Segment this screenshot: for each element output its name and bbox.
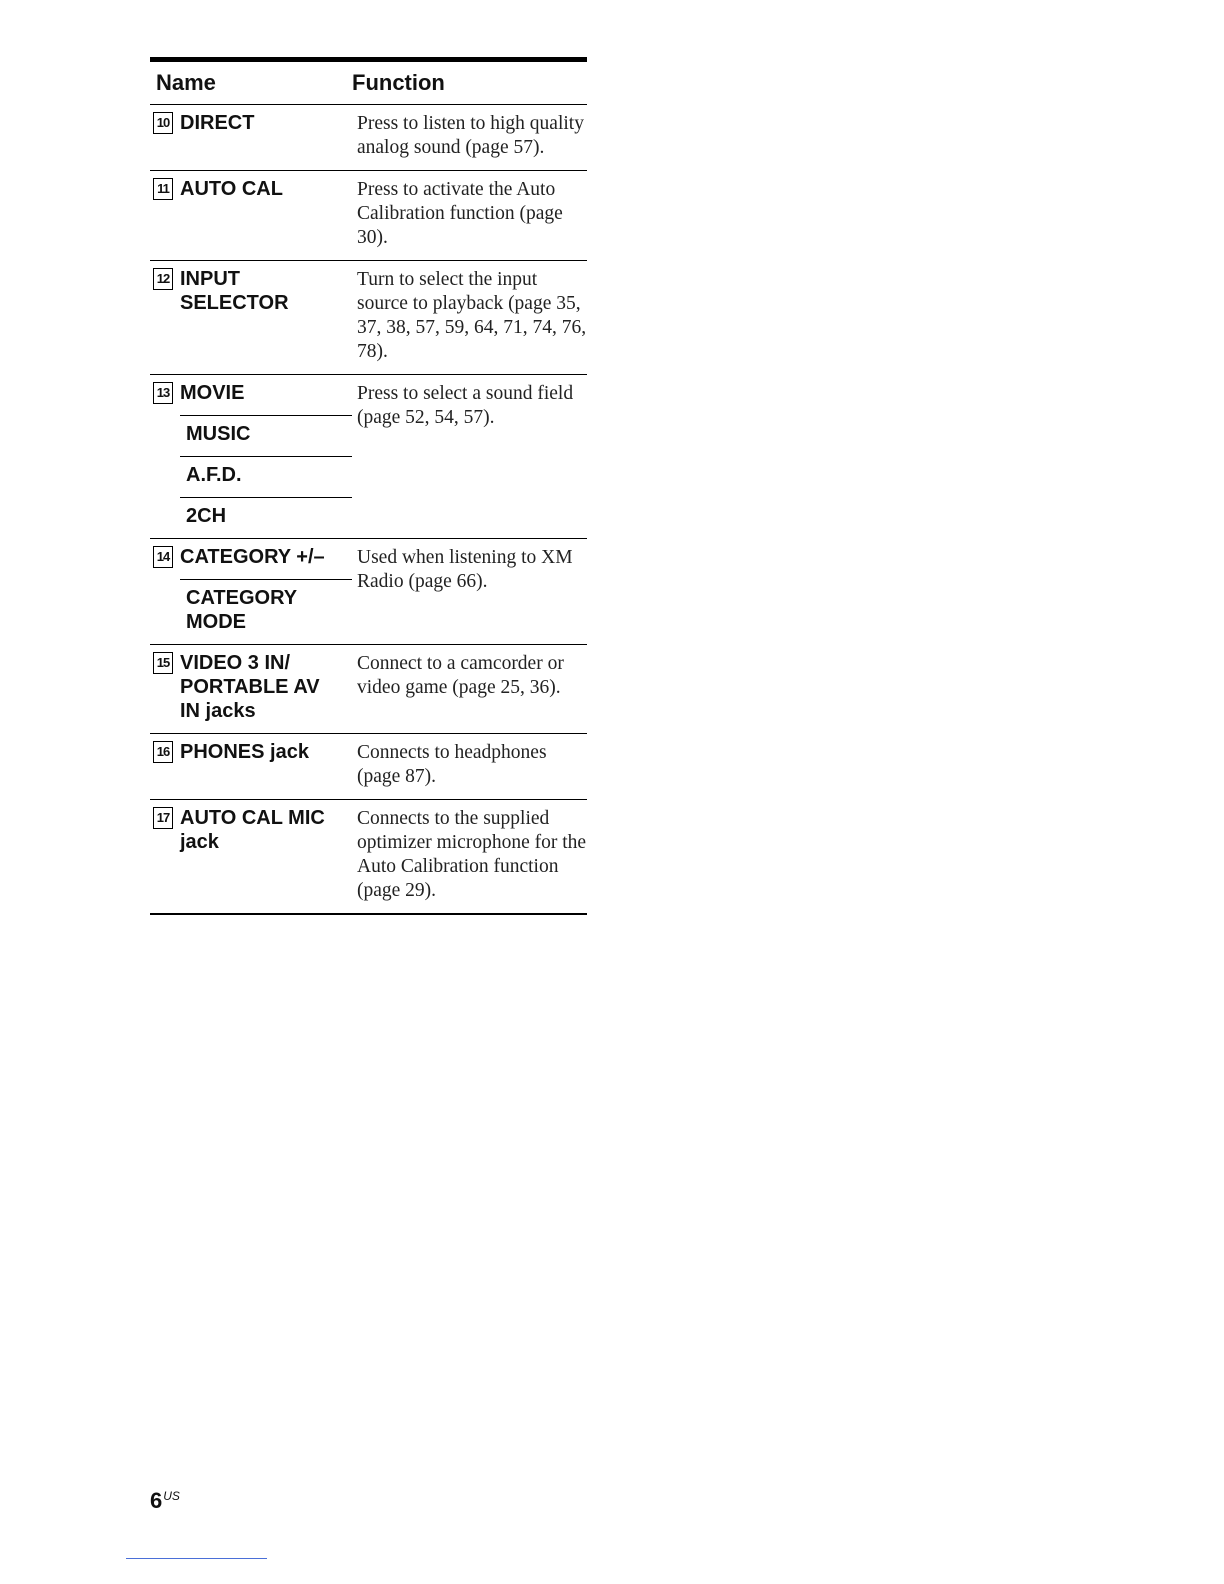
table-row <box>150 375 587 539</box>
table-row <box>150 105 587 171</box>
name-cell <box>150 261 352 374</box>
name-cell <box>150 375 352 538</box>
control-name: 2CH <box>186 505 227 527</box>
name-entry <box>180 415 352 456</box>
name-entry <box>150 171 352 211</box>
name-cell <box>150 539 352 644</box>
item-number-badge: 12 <box>153 268 173 290</box>
item-number-badge: 17 <box>153 807 173 829</box>
page-number <box>150 1488 180 1514</box>
name-entry <box>150 645 352 733</box>
name-cell <box>150 800 352 913</box>
bottom-link-line <box>126 1558 267 1559</box>
control-name: PHONES jack <box>180 741 309 763</box>
name-cell <box>150 171 352 260</box>
function-description: Press to activate the Auto Calibration function (page 30). <box>357 179 563 248</box>
function-description: Connect to a camcorder or video game (page 25, 36). <box>357 653 564 698</box>
table-row <box>150 734 587 800</box>
function-description: Press to listen to high quality analog sound (page 57). <box>357 113 584 158</box>
page-number-suffix: US <box>163 1489 180 1503</box>
name-entry <box>150 261 352 325</box>
item-number-badge: 16 <box>153 741 173 763</box>
page-number-value: 6 <box>150 1488 163 1513</box>
function-description: Connects to the supplied optimizer microphone for the Auto Calibration function (page 29). <box>357 808 587 901</box>
name-entry <box>150 105 352 145</box>
item-number-badge: 14 <box>153 546 173 568</box>
control-name: CATEGORY +/– <box>180 546 325 568</box>
header-function: Function <box>352 70 445 95</box>
name-entry <box>150 800 352 864</box>
name-entry <box>150 375 352 415</box>
header-name: Name <box>156 70 216 95</box>
function-table <box>150 57 587 915</box>
control-name: INPUT SELECTOR <box>180 268 289 314</box>
name-cell <box>150 645 352 733</box>
control-name: AUTO CAL <box>180 178 283 200</box>
name-entry <box>150 734 352 774</box>
name-entry <box>180 579 352 644</box>
table-row <box>150 171 587 261</box>
name-cell <box>150 105 352 170</box>
control-name: MUSIC <box>186 423 251 445</box>
control-name: VIDEO 3 IN/ PORTABLE AV IN jacks <box>180 652 320 722</box>
function-description: Press to select a sound field (page 52, 54, 57). <box>357 383 574 428</box>
item-number-badge: 15 <box>153 652 173 674</box>
function-description: Used when listening to XM Radio (page 66). <box>357 547 573 592</box>
control-name: DIRECT <box>180 112 255 134</box>
table-row <box>150 645 587 734</box>
name-entry <box>180 497 352 538</box>
control-name: MOVIE <box>180 382 245 404</box>
function-description: Turn to select the input source to playback (page 35, 37, 38, 57, 59, 64, 71, 74, 76, 78). <box>357 269 587 362</box>
table-row <box>150 539 587 645</box>
table-row <box>150 261 587 375</box>
function-description: Connects to headphones (page 87). <box>357 742 547 787</box>
control-name: A.F.D. <box>186 464 242 486</box>
control-name: CATEGORY MODE <box>186 587 298 633</box>
table-body <box>150 105 587 915</box>
item-number-badge: 13 <box>153 382 173 404</box>
name-cell <box>150 734 352 799</box>
control-name: AUTO CAL MIC jack <box>180 807 325 853</box>
name-entry <box>150 539 352 579</box>
table-header <box>150 62 587 105</box>
name-entry <box>180 456 352 497</box>
item-number-badge: 11 <box>153 178 173 200</box>
item-number-badge: 10 <box>153 112 173 134</box>
table-row <box>150 800 587 915</box>
